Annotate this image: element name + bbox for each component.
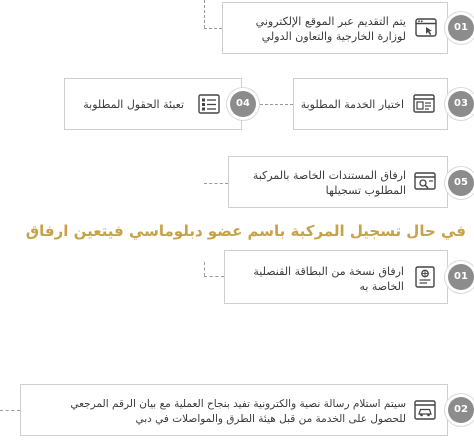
- diplomat-step-01-line2: الخاصة به: [359, 280, 404, 293]
- diplomat-step-02-line1: سيتم استلام رسالة نصية والكترونية تفيد بنجاح العملية مع بيان الرقم المرجعي: [70, 398, 406, 410]
- step-03-text: [301, 97, 404, 112]
- diplomat-step-01-text: [253, 264, 404, 294]
- step-04-line1: تعبئة الحقول المطلوبة: [83, 98, 184, 111]
- connector-line: [204, 28, 222, 29]
- connector-line: [204, 276, 224, 277]
- vehicle-document-icon: [414, 399, 436, 421]
- attach-document-icon: [414, 171, 436, 193]
- step-badge-05: 05: [448, 170, 474, 196]
- connector-line: [204, 262, 205, 276]
- step-badge-01: 01: [448, 15, 474, 41]
- step-badge-04: 04: [230, 91, 256, 117]
- step-05-text: [253, 168, 406, 198]
- section-title: في حال تسجيل المركبة باسم عضو دبلوماسي فيتعين ارفاق: [25, 222, 466, 240]
- diplomat-step-02-text: [70, 397, 406, 427]
- step-badge-03: 03: [448, 91, 474, 117]
- connector-line: [204, 183, 228, 184]
- step-01-line2: لوزارة الخارجية والتعاون الدولي: [261, 30, 406, 43]
- consular-card-icon: [414, 266, 436, 288]
- form-fields-icon: [198, 93, 220, 115]
- step-01-text: [256, 14, 406, 44]
- step-04-text: [83, 97, 184, 112]
- diplomat-step-02-line2: للحصول على الخدمة من قبل هيئة الطرق والمواصلات في دبي: [135, 413, 406, 425]
- connector-line: [255, 104, 293, 105]
- service-window-icon: [413, 93, 435, 115]
- diplomat-step-01-line1: ارفاق نسخة من البطاقة القنصلية: [253, 265, 404, 278]
- step-03-line1: اختيار الخدمة المطلوبة: [300, 98, 404, 111]
- step-05-line1: ارفاق المستندات الخاصة بالمركبة: [252, 169, 406, 182]
- step-01-line1: يتم التقديم عبر الموقع الإلكتروني: [255, 15, 406, 28]
- connector-line: [204, 0, 205, 28]
- connector-line: [0, 410, 20, 411]
- diplomat-step-badge-01: 01: [448, 264, 474, 290]
- step-05-line2: المطلوب تسجيلها: [325, 184, 406, 197]
- diplomat-step-badge-02: 02: [448, 397, 474, 423]
- web-browser-icon: [415, 17, 437, 39]
